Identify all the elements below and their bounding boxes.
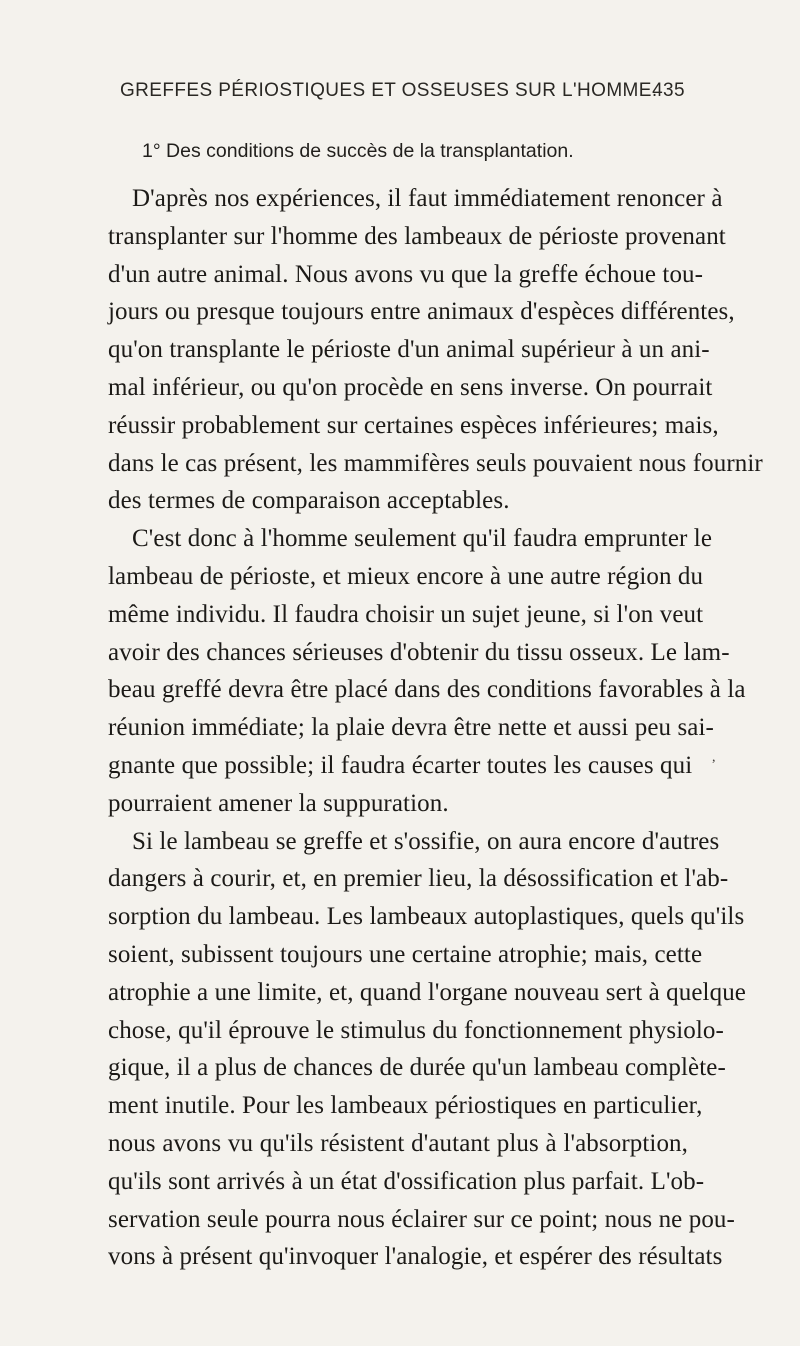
text-line: soient, subissent toujours une certaine atrophie; mais, cette: [108, 940, 703, 968]
text-line: sorption du lambeau. Les lambeaux autoplastiques, quels qu'ils: [108, 903, 745, 931]
text-line: d'un autre animal. Nous avons vu que la greffe échoue tou-: [108, 260, 704, 288]
text-line: mal inférieur, ou qu'on procède en sens inverse. On pourrait: [108, 373, 713, 401]
text-line: même individu. Il faudra choisir un sujet jeune, si l'on veut: [108, 600, 704, 628]
page-number: 435: [652, 80, 685, 101]
text-line: pourraient amener la suppuration.: [108, 789, 449, 817]
text-line: beau greffé devra être placé dans des conditions favorables à la: [108, 676, 746, 704]
running-head-title: GREFFES PÉRIOSTIQUES ET OSSEUSES SUR L'HOMME.: [120, 80, 658, 101]
text-line: gnante que possible; il faudra écarter toutes les causes qui: [108, 751, 693, 779]
text-line: réussir probablement sur certaines espèces inférieures; mais,: [108, 411, 719, 439]
text-line: C'est donc à l'homme seulement qu'il faudra emprunter le: [132, 525, 713, 553]
text-line: transplanter sur l'homme des lambeaux de périoste provenant: [108, 222, 726, 250]
text-line: qu'ils sont arrivés à un état d'ossification plus parfait. L'ob-: [108, 1167, 705, 1195]
text-line: lambeau de périoste, et mieux encore à une autre région du: [108, 562, 704, 590]
body-text: [108, 180, 763, 1276]
text-line: dangers à courir, et, en premier lieu, la désossification et l'ab-: [108, 865, 729, 893]
text-line: nous avons vu qu'ils résistent d'autant plus à l'absorption,: [108, 1129, 688, 1157]
running-head: [110, 80, 685, 110]
text-line: atrophie a une limite, et, quand l'organe nouveau sert à quelque: [108, 978, 747, 1006]
text-line: Si le lambeau se greffe et s'ossifie, on aura encore d'autres: [132, 827, 720, 855]
text-line: servation seule pourra nous éclairer sur ce point; nous ne pou-: [108, 1205, 735, 1233]
text-line: qu'on transplante le périoste d'un animal supérieur à un ani-: [108, 336, 710, 364]
text-line: vons à présent qu'invoquer l'analogie, et espérer des résultats: [108, 1243, 723, 1271]
text-line: dans le cas présent, les mammifères seuls pouvaient nous fournir: [108, 449, 763, 477]
text-line: D'après nos expériences, il faut immédiatement renoncer à: [132, 185, 723, 212]
text-line: ment inutile. Pour les lambeaux périostiques en particulier,: [108, 1092, 703, 1120]
text-line: jours ou presque toujours entre animaux d'espèces différentes,: [108, 298, 735, 326]
text-line: avoir des chances sérieuses d'obtenir du tissu osseux. Le lam-: [108, 638, 730, 666]
text-line: réunion immédiate; la plaie devra être nette et aussi peu sai-: [108, 714, 714, 742]
text-line: chose, qu'il éprouve le stimulus du fonctionnement physiolo-: [108, 1016, 724, 1044]
text-line: des termes de comparaison acceptables.: [108, 487, 510, 515]
text-line: gique, il a plus de chances de durée qu'un lambeau complète-: [108, 1054, 726, 1082]
margin-mark: ,: [712, 750, 716, 765]
section-heading: 1° Des conditions de succès de la transplantation.: [142, 140, 574, 162]
